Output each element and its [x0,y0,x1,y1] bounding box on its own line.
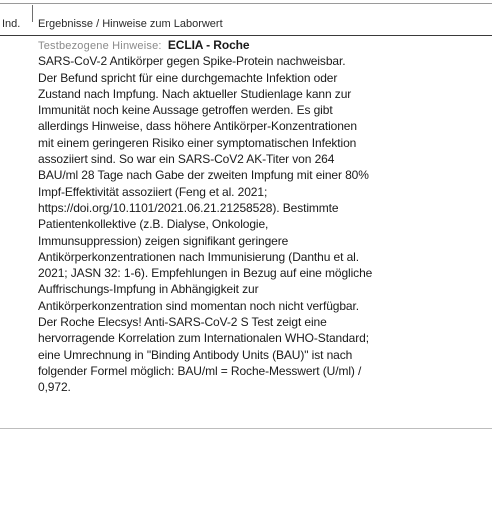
note-line: Der Befund spricht für eine durchgemachte Infektion oder [38,70,338,85]
column-separator [32,5,33,22]
note-label: Testbezogene Hinweise: [38,40,162,52]
note-line: Antikörperkonzentration sind momentan noch nicht verfügbar. [38,298,359,313]
header-divider [0,35,492,36]
note-line: Zustand nach Impfung. Nach aktueller Studienlage kann zur [38,86,352,101]
bottom-divider [0,428,492,429]
note-line: folgender Formel möglich: BAU/ml = Roche-Messwert (U/ml) / [38,363,362,378]
note-line: Immunität noch keine Aussage getroffen werden. Es gibt [38,103,333,118]
test-method: ECLIA - Roche [167,38,250,52]
note-line: allerdings Hinweise, dass höhere Antikörper-Konzentrationen [38,119,357,134]
note-line: eine Umrechnung in "Binding Antibody Units (BAU)" ist nach [38,347,353,362]
note-line: Patientenkollektive (z.B. Dialyse, Onkologie, [38,217,269,232]
note-line: Auffrischungs-Impfung in Abhängigkeit zur [38,282,259,297]
top-divider [0,3,492,4]
note-line: mit einem geringeren Risiko einer symptomatischen Infektion [38,135,357,150]
indicator-column-header: Ind. [2,18,21,30]
note-heading [38,37,478,53]
results-column-header: Ergebnisse / Hinweise zum Laborwert [38,18,223,30]
lab-note [38,37,478,396]
note-line: assoziiert sind. So war ein SARS-CoV2 AK-Titer von 264 [38,152,335,167]
note-line: SARS-CoV-2 Antikörper gegen Spike-Protein nachweisbar. [38,54,346,69]
note-line: 0,972. [38,380,71,395]
note-line: Antikörperkonzentrationen nach Immunisierung (Danthu et al. [38,249,359,264]
note-line: Der Roche Elecsys! Anti-SARS-CoV-2 S Test zeigt eine [38,315,327,330]
note-line: hervorragende Korrelation zum Internationalen WHO-Standard; [38,331,369,346]
note-line: BAU/ml 28 Tage nach Gabe der zweiten Impfung mit einer 80% [38,168,369,183]
note-line: 2021; JASN 32: 1-6). Empfehlungen in Bezug auf eine mögliche [38,266,373,281]
note-line: https://doi.org/10.1101/2021.06.21.21258528). Bestimmte [38,200,339,215]
note-line: Immunsuppression) zeigen signifikant geringere [38,233,289,248]
note-line: Impf-Effektivität assoziiert (Feng et al. 2021; [38,184,268,199]
